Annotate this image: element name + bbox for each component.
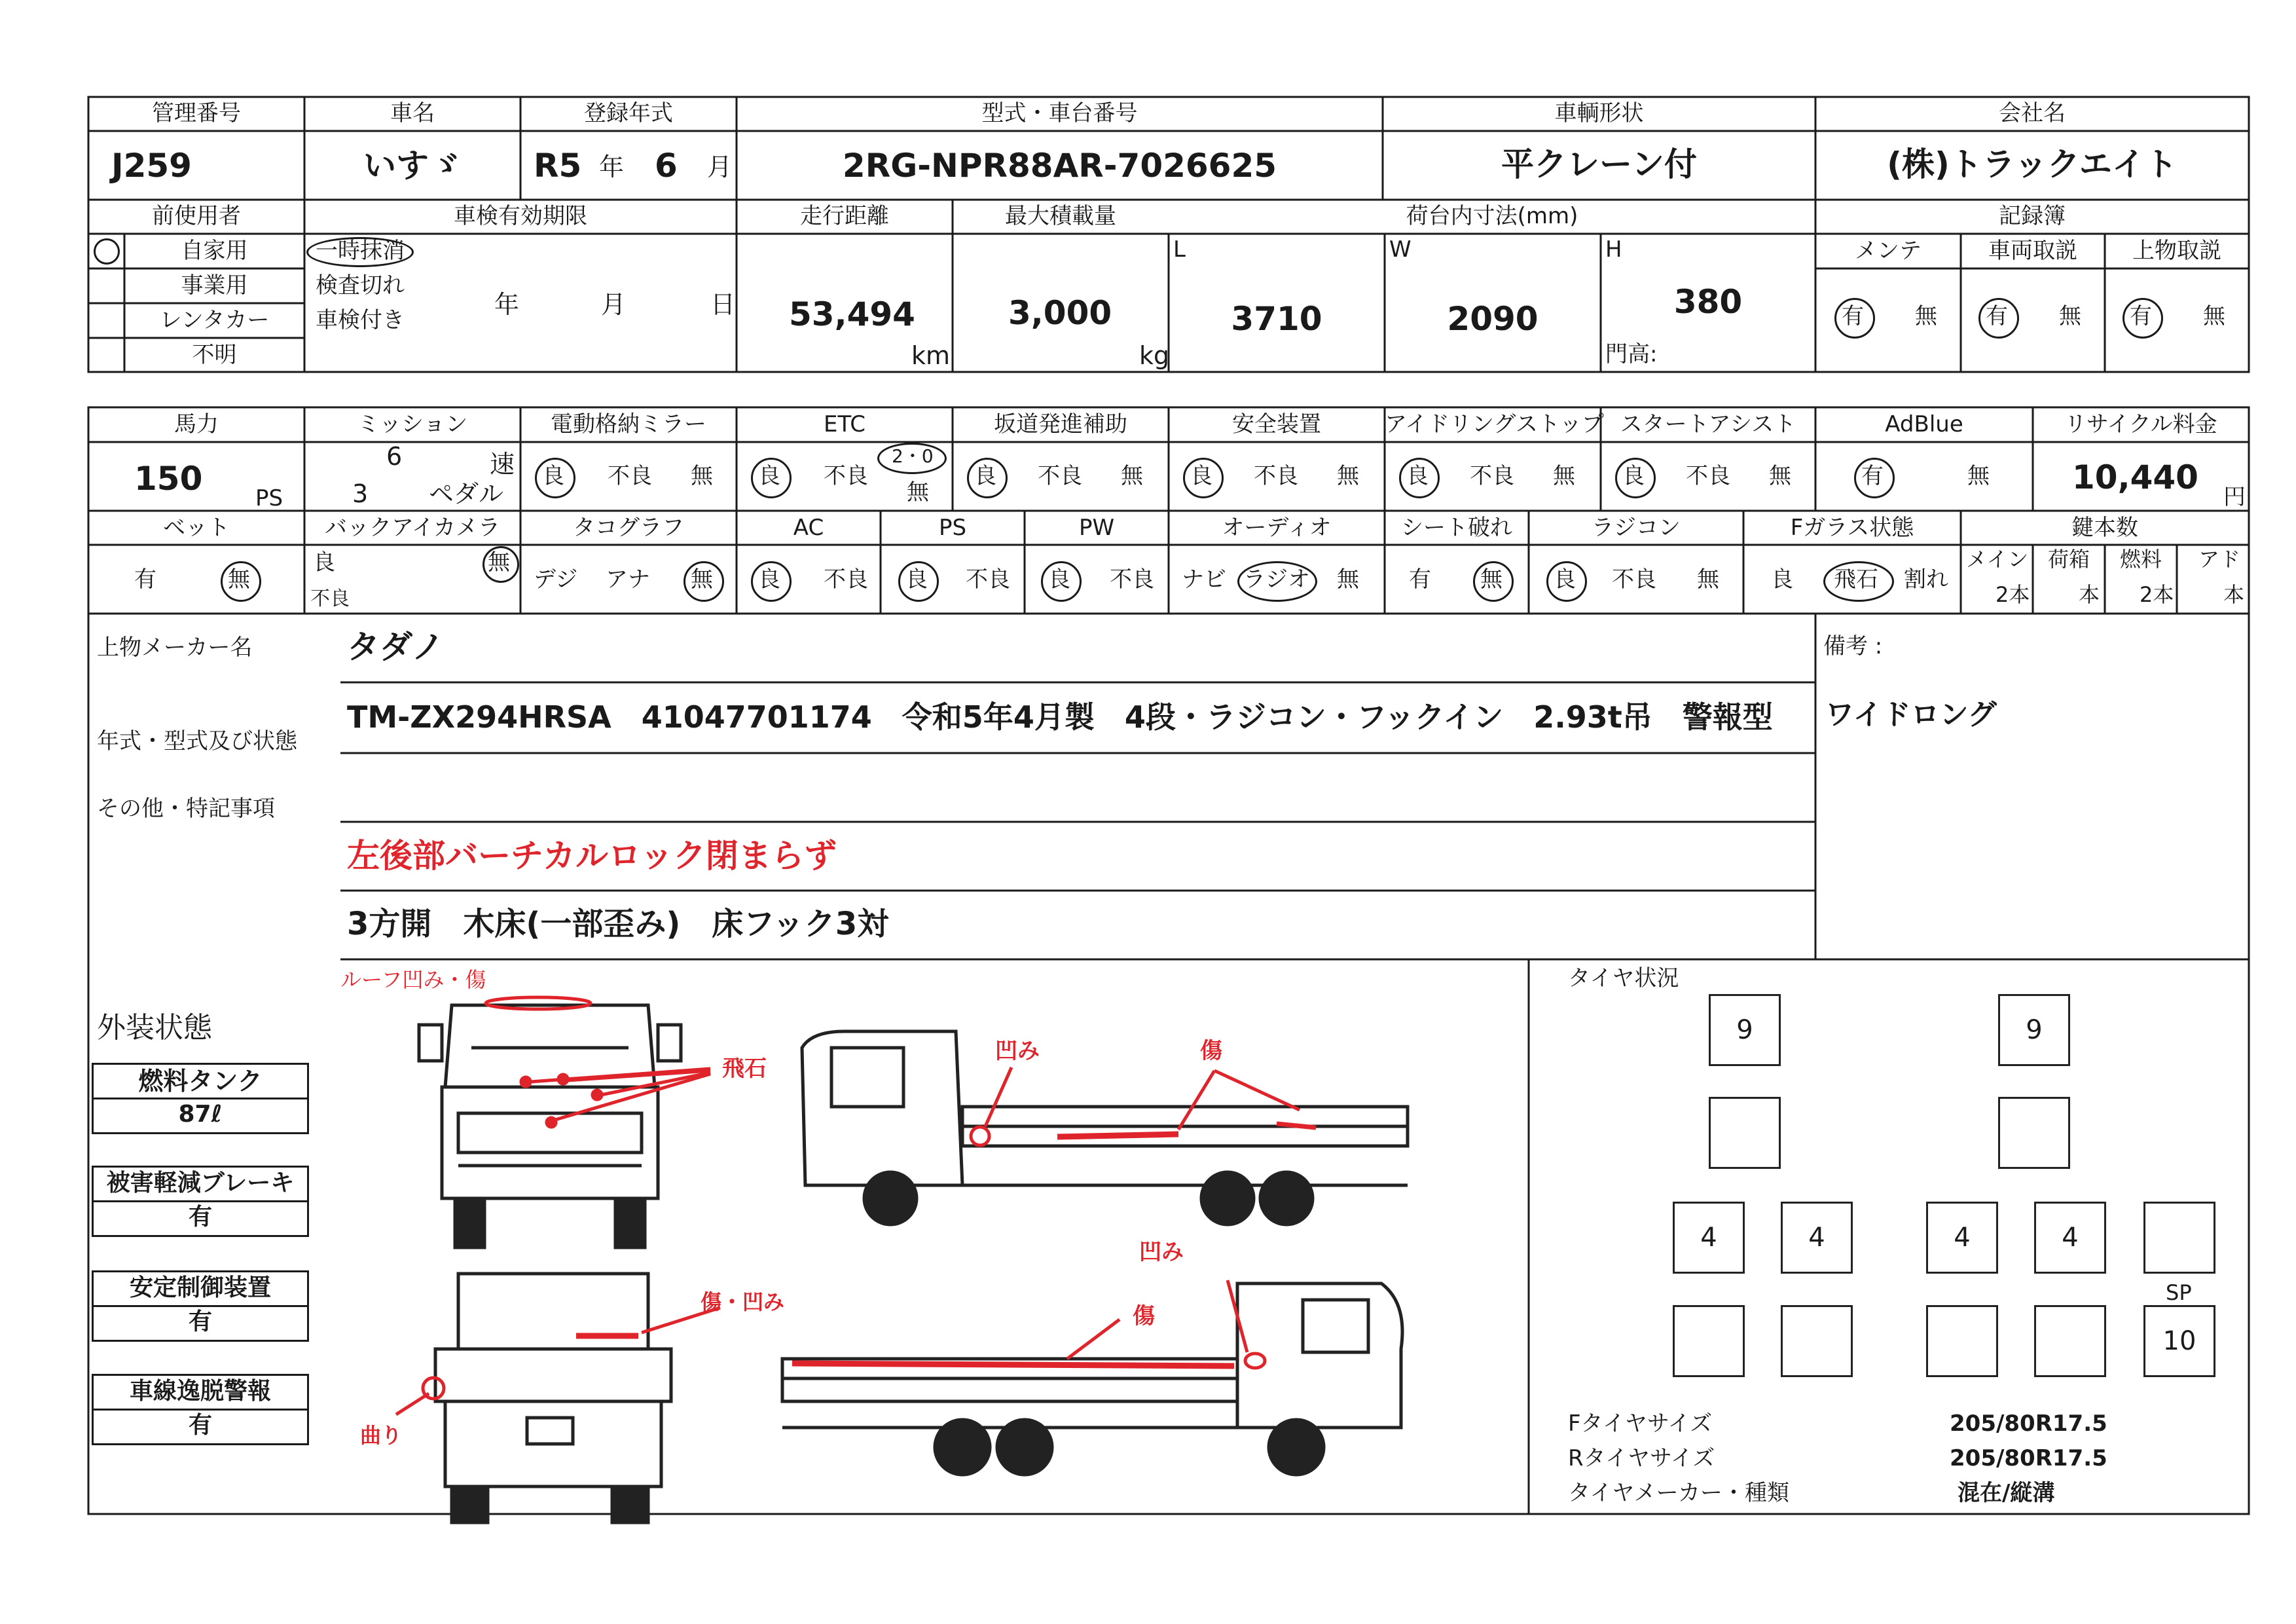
model-number: 2RG-NPR88AR-7026625 bbox=[842, 147, 1277, 185]
inspection-day-unit: 日 bbox=[710, 290, 736, 319]
payload-unit: kg bbox=[1139, 341, 1170, 370]
body-spec-label: 年式・型式及び状態 bbox=[97, 728, 297, 754]
key-main-label: メイン bbox=[1966, 547, 2029, 572]
lane-warning: 有 bbox=[188, 1412, 212, 1439]
seat-yes[interactable]: 有 bbox=[1409, 566, 1431, 593]
payload-label: 最大積載量 bbox=[1005, 203, 1116, 229]
tire-spare: 10 bbox=[2143, 1305, 2215, 1377]
inspection-label: 車検有効期限 bbox=[454, 203, 587, 229]
back-camera-label: バックアイカメラ bbox=[325, 515, 500, 541]
tire-blank bbox=[2143, 1202, 2215, 1274]
pedal-count: 3 bbox=[352, 479, 369, 508]
inspection-month-unit: 月 bbox=[601, 290, 627, 319]
body-maker: タダノ bbox=[347, 628, 445, 666]
safety-good[interactable]: 良 bbox=[1190, 463, 1212, 489]
idle-none[interactable]: 無 bbox=[1553, 463, 1575, 489]
bed-height: 380 bbox=[1673, 283, 1743, 321]
prev-user-rental[interactable]: レンタカー bbox=[159, 307, 270, 333]
tacho-analog[interactable]: アナ bbox=[606, 566, 650, 593]
reg-era: R5 bbox=[534, 147, 582, 185]
damage-bent: 曲り bbox=[360, 1423, 403, 1448]
windshield-label: Fガラス状態 bbox=[1790, 515, 1914, 541]
inspection-expired[interactable]: 検査切れ bbox=[316, 272, 405, 299]
key-fuel-label: 燃料 bbox=[2120, 547, 2162, 572]
safety-none[interactable]: 無 bbox=[1337, 463, 1359, 489]
start-assist-label: スタートアシスト bbox=[1620, 411, 1796, 437]
records-maint-no[interactable]: 無 bbox=[1915, 303, 1937, 329]
fuel-tank-label: 燃料タンク bbox=[138, 1067, 263, 1096]
damage-scratch-dent: 傷・凹み bbox=[701, 1289, 785, 1314]
tire-front-right: 9 bbox=[1998, 994, 2070, 1066]
glass-chip[interactable]: 飛石 bbox=[1834, 566, 1878, 593]
mission-label: ミッション bbox=[357, 411, 468, 437]
rear-tire-size-label: Rタイヤサイズ bbox=[1568, 1445, 1715, 1471]
spare-label: SP bbox=[2166, 1280, 2192, 1305]
records-vehicle-manual-label: 車両取説 bbox=[1988, 238, 2077, 264]
reg-month-unit: 月 bbox=[707, 153, 733, 181]
records-vehicle-no[interactable]: 無 bbox=[2059, 303, 2081, 329]
sleeper-none[interactable]: 無 bbox=[228, 566, 250, 593]
mirror-good[interactable]: 良 bbox=[542, 463, 564, 489]
rear-tire-size: 205/80R17.5 bbox=[1950, 1445, 2107, 1471]
etc-bad[interactable]: 不良 bbox=[824, 463, 868, 489]
tachograph-label: タコグラフ bbox=[573, 515, 684, 541]
records-body-no[interactable]: 無 bbox=[2203, 303, 2225, 329]
tire-maker: 混在/縦溝 bbox=[1958, 1480, 2055, 1506]
ps-bad[interactable]: 不良 bbox=[966, 566, 1010, 593]
adblue-yes[interactable]: 有 bbox=[1861, 463, 1884, 489]
collision-brake: 有 bbox=[188, 1204, 212, 1230]
remarks: ワイドロング bbox=[1825, 698, 1997, 731]
remarks-label: 備考 : bbox=[1823, 633, 1883, 659]
damage-dent-right: 凹み bbox=[1139, 1239, 1184, 1265]
bed-size-label: 荷台内寸法(mm) bbox=[1406, 203, 1578, 229]
records-label: 記録簿 bbox=[1999, 203, 2066, 229]
recycle-unit: 円 bbox=[2223, 484, 2246, 510]
records-maint-yes[interactable]: 有 bbox=[1842, 303, 1864, 329]
lane-warning-label: 車線逸脱警報 bbox=[129, 1378, 271, 1405]
prev-user-label: 前使用者 bbox=[152, 203, 241, 229]
ps-label: PS bbox=[938, 515, 967, 541]
gear-count: 6 bbox=[386, 442, 403, 471]
collision-brake-label: 被害軽減ブレーキ bbox=[106, 1170, 295, 1196]
inspection-temp-cancel[interactable]: 一時抹消 bbox=[316, 238, 405, 264]
etc-label: ETC bbox=[824, 411, 866, 437]
safety-bad[interactable]: 不良 bbox=[1254, 463, 1298, 489]
bed-h-label: H bbox=[1605, 236, 1622, 263]
seat-none[interactable]: 無 bbox=[1480, 566, 1503, 593]
key-cargo-count: 本 bbox=[2079, 582, 2100, 607]
remote-label: ラジコン bbox=[1592, 515, 1681, 541]
remote-good[interactable]: 良 bbox=[1554, 566, 1576, 593]
remote-none[interactable]: 無 bbox=[1697, 566, 1719, 593]
adblue-label: AdBlue bbox=[1885, 411, 1963, 437]
maker-label: 車名 bbox=[390, 100, 435, 126]
front-tire-size-label: Fタイヤサイズ bbox=[1568, 1411, 1713, 1437]
exterior-title: 外装状態 bbox=[97, 1011, 212, 1044]
camera-bad[interactable]: 不良 bbox=[310, 587, 350, 610]
remote-bad[interactable]: 不良 bbox=[1612, 566, 1656, 593]
recycle-fee: 10,440 bbox=[2072, 458, 2198, 496]
key-ad-label: アド bbox=[2198, 547, 2241, 572]
records-vehicle-yes[interactable]: 有 bbox=[1986, 303, 2008, 329]
damage-scratch-left: 傷 bbox=[1200, 1038, 1222, 1064]
bed-width: 2090 bbox=[1447, 300, 1539, 338]
front-tire-size: 205/80R17.5 bbox=[1950, 1411, 2107, 1437]
payload: 3,000 bbox=[1008, 294, 1112, 332]
mileage-unit: km bbox=[911, 341, 951, 370]
keys-label: 鍵本数 bbox=[2071, 515, 2138, 541]
hill-good[interactable]: 良 bbox=[974, 463, 996, 489]
inspection-year-unit: 年 bbox=[494, 290, 520, 319]
reg-month: 6 bbox=[655, 147, 678, 185]
pw-label: PW bbox=[1078, 515, 1115, 541]
safety-label: 安全装置 bbox=[1232, 411, 1321, 437]
key-main-count: 2本 bbox=[1995, 582, 2030, 607]
hp-unit: PS bbox=[255, 485, 283, 511]
damage-dent-left: 凹み bbox=[995, 1038, 1040, 1064]
tacho-none[interactable]: 無 bbox=[691, 566, 713, 593]
note-bed-condition: 3方開 木床(一部歪み) 床フック3対 bbox=[347, 906, 889, 942]
damage-roof: ルーフ凹み・傷 bbox=[340, 967, 486, 992]
tire-front-right-inner bbox=[1998, 1097, 2070, 1169]
prev-user-unknown[interactable]: 不明 bbox=[192, 342, 237, 368]
records-body-manual-label: 上物取説 bbox=[2132, 238, 2221, 264]
tire-rear2-right-outer bbox=[2034, 1305, 2106, 1377]
glass-good[interactable]: 良 bbox=[1771, 566, 1793, 593]
start-good[interactable]: 良 bbox=[1622, 463, 1645, 489]
audio-label: オーディオ bbox=[1222, 515, 1332, 541]
sleeper-label: ベット bbox=[163, 515, 230, 541]
adblue-none[interactable]: 無 bbox=[1967, 463, 1990, 489]
damage-stone-chip: 飛石 bbox=[722, 1056, 767, 1082]
audio-navi[interactable]: ナビ bbox=[1182, 566, 1226, 593]
idle-good[interactable]: 良 bbox=[1406, 463, 1429, 489]
stability-control: 有 bbox=[188, 1308, 212, 1335]
hill-none[interactable]: 無 bbox=[1121, 463, 1143, 489]
mgmt-no-label: 管理番号 bbox=[152, 100, 241, 126]
gate-height-label: 門高: bbox=[1605, 341, 1658, 367]
tire-rear-right-inner: 4 bbox=[1926, 1202, 1998, 1274]
key-fuel-count: 2本 bbox=[2140, 582, 2174, 607]
idle-bad[interactable]: 不良 bbox=[1470, 463, 1514, 489]
idle-stop-label: アイドリングストップ bbox=[1385, 411, 1604, 437]
etc-20[interactable]: 2・0 bbox=[892, 445, 934, 467]
tire-rear2-left-outer bbox=[1673, 1305, 1745, 1377]
prev-user-business[interactable]: 事業用 bbox=[181, 272, 248, 299]
pw-bad[interactable]: 不良 bbox=[1110, 566, 1154, 593]
records-maint-label: メンテ bbox=[1855, 238, 1922, 264]
ac-label: AC bbox=[793, 515, 824, 541]
hill-assist-label: 坂道発進補助 bbox=[994, 411, 1127, 437]
tire-rear-left-outer: 4 bbox=[1673, 1202, 1745, 1274]
key-cargo-label: 荷箱 bbox=[2048, 547, 2090, 572]
maker: いすゞ bbox=[363, 147, 462, 185]
start-bad[interactable]: 不良 bbox=[1686, 463, 1730, 489]
ac-good[interactable]: 良 bbox=[758, 566, 780, 593]
other-notes-label: その他・特記事項 bbox=[97, 796, 275, 822]
horsepower: 150 bbox=[134, 460, 203, 498]
prev-user-private[interactable]: 自家用 bbox=[181, 238, 248, 264]
records-body-yes[interactable]: 有 bbox=[2130, 303, 2152, 329]
note-vertical-lock: 左後部バーチカルロック閉まらず bbox=[347, 837, 837, 875]
truck-rear-view bbox=[435, 1274, 671, 1522]
bed-length: 3710 bbox=[1231, 300, 1322, 338]
truck-side-view-left bbox=[802, 1031, 1408, 1225]
mgmt-no: J259 bbox=[111, 147, 192, 185]
mirror-bad[interactable]: 不良 bbox=[608, 463, 652, 489]
mirror-label: 電動格納ミラー bbox=[551, 411, 706, 437]
ac-bad[interactable]: 不良 bbox=[824, 566, 868, 593]
body-spec: TM-ZX294HRSA 41047701174 令和5年4月製 4段・ラジコン・フックイン 2.93t吊 警報型 bbox=[347, 699, 1773, 735]
bed-w-label: W bbox=[1389, 236, 1412, 263]
mileage: 53,494 bbox=[789, 295, 915, 333]
truck-side-view-right bbox=[782, 1283, 1402, 1475]
hp-label: 馬力 bbox=[174, 411, 219, 437]
tacho-digital[interactable]: デジ bbox=[534, 566, 578, 593]
etc-good[interactable]: 良 bbox=[758, 463, 780, 489]
reg-year-unit: 年 bbox=[599, 153, 625, 181]
fuel-tank: 87ℓ bbox=[178, 1101, 223, 1128]
mirror-none[interactable]: 無 bbox=[691, 463, 713, 489]
mileage-label: 走行距離 bbox=[800, 203, 889, 229]
tire-rear2-right-inner bbox=[1926, 1305, 1998, 1377]
hill-bad[interactable]: 不良 bbox=[1038, 463, 1082, 489]
company-label: 会社名 bbox=[1999, 100, 2066, 126]
tire-rear-right-outer: 4 bbox=[2034, 1202, 2106, 1274]
body-maker-label: 上物メーカー名 bbox=[97, 635, 253, 661]
tire-status-title: タイヤ状況 bbox=[1568, 965, 1679, 991]
reg-year-label: 登録年式 bbox=[584, 100, 673, 126]
model-label: 型式・車台番号 bbox=[981, 100, 1138, 126]
gear-unit: 速 bbox=[490, 450, 515, 479]
damage-scratch-right: 傷 bbox=[1133, 1303, 1155, 1329]
tire-maker-label: タイヤメーカー・種類 bbox=[1568, 1480, 1789, 1506]
pw-good[interactable]: 良 bbox=[1048, 566, 1070, 593]
body-type: 平クレーン付 bbox=[1501, 145, 1697, 183]
tire-rear2-left-inner bbox=[1781, 1305, 1853, 1377]
audio-none[interactable]: 無 bbox=[1337, 566, 1359, 593]
key-ad-count: 本 bbox=[2223, 582, 2245, 607]
start-none[interactable]: 無 bbox=[1769, 463, 1791, 489]
company-name: (株)トラックエイト bbox=[1887, 145, 2178, 183]
bed-l-label: L bbox=[1173, 236, 1186, 263]
camera-none[interactable]: 無 bbox=[488, 549, 510, 576]
pedal-unit: ペダル bbox=[429, 479, 504, 508]
audio-radio[interactable]: ラジオ bbox=[1243, 566, 1310, 593]
tire-front-left-inner bbox=[1709, 1097, 1781, 1169]
tire-front-left: 9 bbox=[1709, 994, 1781, 1066]
etc-none[interactable]: 無 bbox=[907, 479, 929, 506]
tire-rear-left-inner: 4 bbox=[1781, 1202, 1853, 1274]
recycle-label: リサイクル料金 bbox=[2064, 411, 2217, 437]
body-type-label: 車輌形状 bbox=[1554, 100, 1644, 126]
inspection-valid[interactable]: 車検付き bbox=[316, 307, 405, 333]
ps-good[interactable]: 良 bbox=[905, 566, 928, 593]
stability-label: 安定制御装置 bbox=[129, 1274, 271, 1301]
glass-crack[interactable]: 割れ bbox=[1904, 566, 1948, 593]
sleeper-yes[interactable]: 有 bbox=[134, 566, 156, 593]
camera-good[interactable]: 良 bbox=[313, 549, 335, 576]
seat-tear-label: シート破れ bbox=[1401, 515, 1512, 541]
